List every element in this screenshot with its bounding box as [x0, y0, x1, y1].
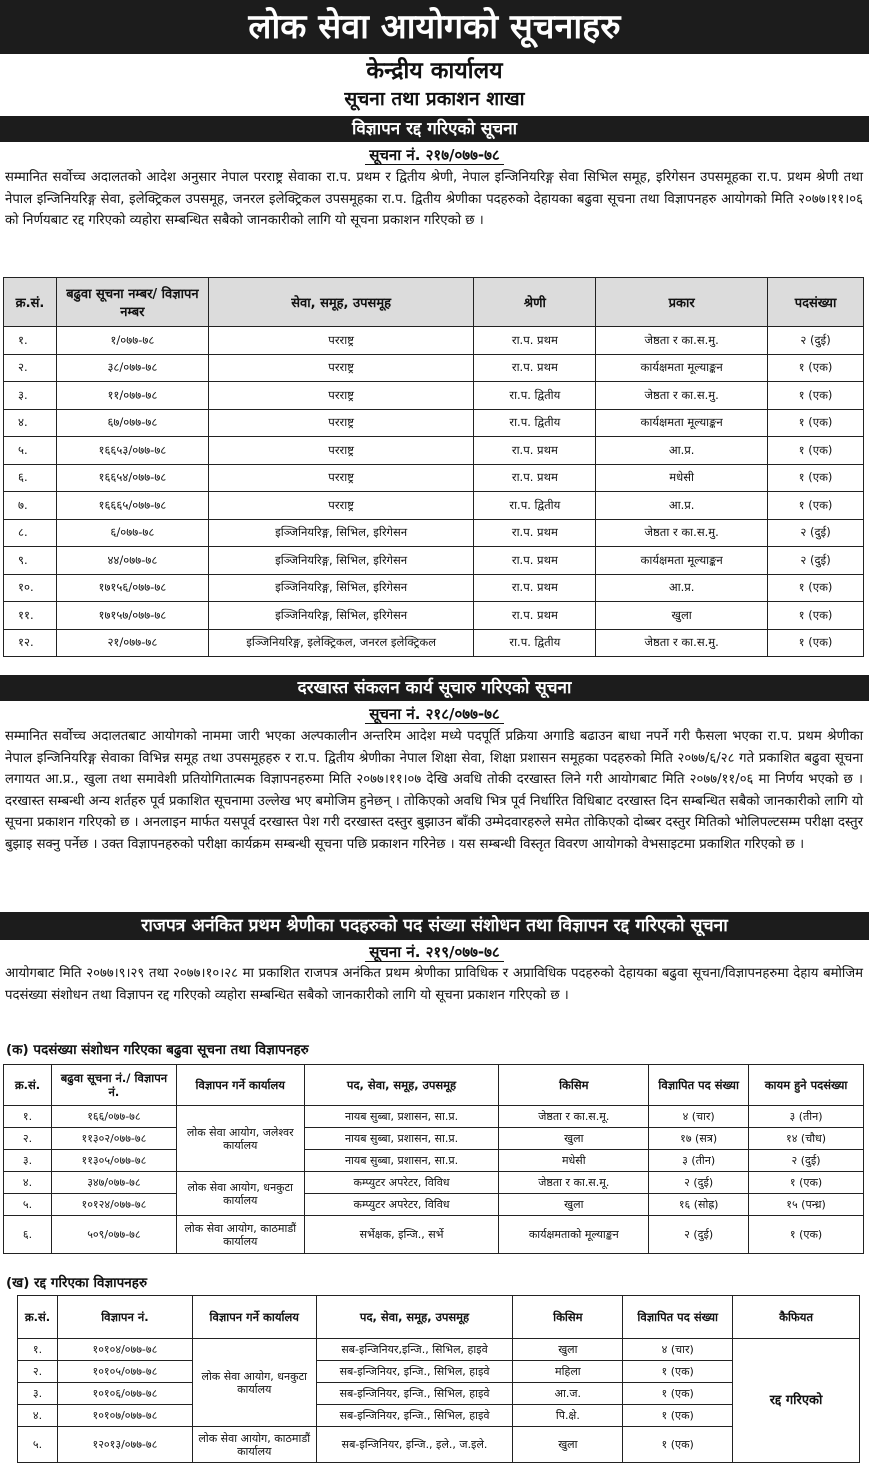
col-kind: किसिम [513, 1296, 623, 1339]
cell: कार्यक्षमता मूल्याङ्कन [596, 409, 768, 437]
col-advertised-posts: विज्ञापित पद संख्या [623, 1296, 733, 1339]
table-row [4, 1150, 864, 1172]
cell: जेष्ठता र का.स.मु. [596, 629, 768, 657]
col-office: विज्ञापन गर्ने कार्यालय [192, 1296, 316, 1339]
cell: ३८/०७७-७८ [56, 354, 208, 382]
cell: जेष्ठता र का.स.मु. [596, 327, 768, 355]
cell: कम्प्युटर अपरेटर, विविध [304, 1172, 499, 1194]
cell: ६. [4, 1216, 52, 1254]
cell: नायब सुब्बा, प्रशासन, सा.प्र. [304, 1106, 499, 1128]
cell: ४४/०७७-७८ [56, 547, 208, 575]
table-header-row [18, 1296, 860, 1339]
cell: ४. [4, 1172, 52, 1194]
cell: खुला [513, 1339, 623, 1361]
cell: इञ्जिनियरिङ्ग, इलेक्ट्रिकल, जनरल इलेक्ट्रिकल [208, 629, 474, 657]
cell: १६६/०७७-७८ [51, 1106, 176, 1128]
cell: २ (दुई) [649, 1172, 749, 1194]
cell: १ (एक) [749, 1172, 864, 1194]
cell: कार्यक्षमता मूल्याङ्कन [596, 354, 768, 382]
cell: १ (एक) [768, 354, 864, 382]
notice3-number [0, 941, 869, 963]
cell: ४ (चार) [623, 1339, 733, 1361]
cell: १०१२४/०७७-७८ [51, 1194, 176, 1216]
col-sn: क्र.सं. [18, 1296, 58, 1339]
cell: ४ (चार) [649, 1106, 749, 1128]
notice2-number-text: सूचना नं. २१८/०७७-७८ [365, 705, 503, 724]
cell: रा.प. द्वितीय [474, 629, 596, 657]
cell: १४ (चौध) [749, 1128, 864, 1150]
cell: रा.प. द्वितीय [474, 492, 596, 520]
cell: ५. [18, 1427, 58, 1463]
col-post: पद, सेवा, समूह, उपसमूह [304, 1065, 499, 1106]
cell: परराष्ट्र [208, 492, 474, 520]
cell: रा.प. प्रथम [474, 437, 596, 465]
cell: परराष्ट्र [208, 409, 474, 437]
col-sn: क्र.सं. [4, 278, 57, 327]
cell: नायब सुब्बा, प्रशासन, सा.प्र. [304, 1150, 499, 1172]
cell: सब-इन्जिनियर, इन्जि., इले., ज.इले. [316, 1427, 513, 1463]
cell: ११/०७७-७८ [56, 382, 208, 410]
cell: ९. [4, 547, 57, 575]
cell: रा.प. प्रथम [474, 464, 596, 492]
notice1-heading: विज्ञापन रद्द गरिएको सूचना [0, 116, 869, 142]
cell: रा.प. प्रथम [474, 602, 596, 630]
cell: खुला [596, 602, 768, 630]
table-row [4, 354, 864, 382]
cell: १ (एक) [768, 437, 864, 465]
table-row [4, 437, 864, 465]
cell: ८. [4, 519, 57, 547]
cell: १०१०५/०७७-७८ [57, 1361, 192, 1383]
cell: ४. [18, 1405, 58, 1427]
col-post: पद, सेवा, समूह, उपसमूह [316, 1296, 513, 1339]
col-service: सेवा, समूह, उपसमूह [208, 278, 474, 327]
notice3-body: आयोगबाट मिति २०७७।९।२९ तथा २०७७।१०।२८ मा प्रकाशित राजपत्र अनंकित प्रथम श्रेणीका प्राविधिक र अप्राविधिक पदहरुको देहायका बढुवा सूचना/विज्ञापनहरुमा देहाय बमोजिम पदसंख्या संशोधन तथा विज्ञापन रद्द गरिएको व्यहोरा सम्बन्धित सबैको जानकारीको लागि यो सूचना प्रकाशन गरिएको छ । [5, 966, 863, 1003]
cell: १०१०४/०७७-७८ [57, 1339, 192, 1361]
cell: २ (दुई) [768, 547, 864, 575]
cell: ३ (तीन) [649, 1150, 749, 1172]
cell: खुला [499, 1128, 649, 1150]
table-row [4, 1216, 864, 1254]
cell: १२०१३/०७७-७८ [57, 1427, 192, 1463]
cell: २ (दुई) [768, 519, 864, 547]
section-b-label: (ख) रद्द गरिएका विज्ञापनहरु [6, 1275, 148, 1291]
col-advertised-posts: विज्ञापित पद संख्या [649, 1065, 749, 1106]
cell: १७ (सत्र) [649, 1128, 749, 1150]
col-posts: पदसंख्या [768, 278, 864, 327]
cell: महिला [513, 1361, 623, 1383]
table-row [4, 409, 864, 437]
cell: १ (एक) [623, 1361, 733, 1383]
office-name: केन्द्रीय कार्यालय [366, 58, 503, 84]
cell: रा.प. प्रथम [474, 519, 596, 547]
table-row [4, 547, 864, 575]
cell: रा.प. प्रथम [474, 547, 596, 575]
cell: ५०९/०७७-७८ [51, 1216, 176, 1254]
cell: १ (एक) [768, 382, 864, 410]
notice2-heading: दरखास्त संकलन कार्य सूचारु गरिएको सूचना [0, 675, 869, 701]
cell: ३ (तीन) [749, 1106, 864, 1128]
cell: आ.प्र. [596, 437, 768, 465]
cell: २ (दुई) [749, 1150, 864, 1172]
cell: १ (एक) [768, 574, 864, 602]
cell: ११. [4, 602, 57, 630]
cell: २. [4, 354, 57, 382]
table-row [4, 382, 864, 410]
table-row [4, 464, 864, 492]
cell: १७१५६/०७७-७८ [56, 574, 208, 602]
cell: १/०७७-७८ [56, 327, 208, 355]
cell: परराष्ट्र [208, 354, 474, 382]
cell: जेष्ठता र का.स.मू. [499, 1172, 649, 1194]
cell: इञ्जिनियरिङ्ग, सिभिल, इरिगेसन [208, 519, 474, 547]
cell: मधेसी [596, 464, 768, 492]
cell: १ (एक) [623, 1427, 733, 1463]
col-sn: क्र.सं. [4, 1065, 52, 1106]
table-row [4, 629, 864, 657]
cell: ३. [4, 1150, 52, 1172]
cell: परराष्ट्र [208, 382, 474, 410]
cell: कार्यक्षमताको मूल्याङ्कन [499, 1216, 649, 1254]
cell: ४. [4, 409, 57, 437]
table-row [4, 1194, 864, 1216]
notice1-number [0, 144, 869, 166]
table-row [4, 574, 864, 602]
table-header-row [4, 278, 864, 327]
cell: जेष्ठता र का.स.मु. [596, 382, 768, 410]
cell: १०१०६/०७७-७८ [57, 1383, 192, 1405]
notice3-number-text: सूचना नं. २१९/०७७-७८ [365, 943, 503, 962]
cell: जेष्ठता र का.स.मू. [499, 1106, 649, 1128]
table-row [4, 519, 864, 547]
cell: खुला [499, 1194, 649, 1216]
cell: इञ्जिनियरिङ्ग, सिभिल, इरिगेसन [208, 547, 474, 575]
cell: २१/०७७-७८ [56, 629, 208, 657]
cell: परराष्ट्र [208, 437, 474, 465]
cell: कार्यक्षमता मूल्याङ्कन [596, 547, 768, 575]
cell: परराष्ट्र [208, 327, 474, 355]
cell: १६६६५/०७७-७८ [56, 492, 208, 520]
cell: सब-इन्जिनियर, इन्जि., सिभिल, हाइवे [316, 1405, 513, 1427]
cell: ३. [18, 1383, 58, 1405]
cell: ६७/०७७-७८ [56, 409, 208, 437]
table-row [4, 327, 864, 355]
section-b-table [17, 1295, 860, 1463]
cell: सर्भेक्षक, इन्जि., सर्भे [304, 1216, 499, 1254]
cell: नायब सुब्बा, प्रशासन, सा.प्र. [304, 1128, 499, 1150]
cell: १ (एक) [623, 1405, 733, 1427]
cell: कम्प्युटर अपरेटर, विविध [304, 1194, 499, 1216]
table-row [18, 1339, 860, 1361]
col-ad-no: विज्ञापन नं. [57, 1296, 192, 1339]
cell: २ (दुई) [768, 327, 864, 355]
cell: २. [18, 1361, 58, 1383]
cell: रा.प. प्रथम [474, 354, 596, 382]
cell: १ (एक) [768, 409, 864, 437]
cell: रा.प. प्रथम [474, 327, 596, 355]
cell: रा.प. द्वितीय [474, 409, 596, 437]
notice1-table [3, 277, 864, 657]
cell: पि.क्षे. [513, 1405, 623, 1427]
cell: १५ (पन्ध्र) [749, 1194, 864, 1216]
cell: १०. [4, 574, 57, 602]
cell: १ (एक) [768, 602, 864, 630]
notice1-body: सम्मानित सर्वोच्च अदालतको आदेश अनुसार नेपाल परराष्ट्र सेवाका रा.प. प्रथम र द्वितीय श्रेणी, नेपाल इन्जिनियरिङ्ग सेवा सिभिल समूह, इरिगेसन उपसमूहका रा.प. प्रथम श्रेणी तथा नेपाल इन्जिनियरिङ्ग सेवा, इलेक्ट्रिकल उपसमूह, जनरल इलेक्ट्रिकल उपसमूहका रा.प. द्वितीय श्रेणीका पदहरुको देहायका बढुवा सूचना तथा विज्ञापनहरु आयोगको मिति २०७७।११।०६ को निर्णयबाट रद्द गरिएको व्यहोरा सम्बन्धित सबैको जानकारीको लागि यो सूचना प्रकाशन गरिएको छ । [5, 170, 863, 228]
cell: १ (एक) [623, 1383, 733, 1405]
office-cell: लोक सेवा आयोग, काठमाडौं कार्यालय [176, 1216, 304, 1254]
cell: मधेसी [499, 1150, 649, 1172]
cell: खुला [513, 1427, 623, 1463]
main-title: लोक सेवा आयोगको सूचनाहरु [0, 0, 869, 54]
cell: रा.प. द्वितीय [474, 382, 596, 410]
col-notice-no: बढुवा सूचना नं./ विज्ञापन नं. [51, 1065, 176, 1106]
notice2-body: सम्मानित सर्वोच्च अदालतबाट आयोगको नाममा जारी भएका अल्पकालीन अन्तरिम आदेश मध्ये पदपूर्ति प्रक्रिया अगाडि बढाउन बाधा नपर्ने गरी फैसला भएका रा.प. प्रथम श्रेणीका नेपाल इन्जिनियरिङ्ग सेवाका विभिन्न समूह तथा उपसमूहहरु र रा.प. द्वितीय श्रेणीका नेपाल शिक्षा सेवा, शिक्षा प्रशासन समूहका पदहरुको मिति २०७७/६/२८ गते प्रकाशित बढुवा सूचना लगायत आ.प्र., खुला तथा समावेशी प्रतियोगितात्मक विज्ञापनहरुमा मिति २०७७।११।०७ देखि अवधि तोकी दरखास्त लिने गरी आयोगबाट मिति २०७७/११/०६ मा निर्णय भएको छ । दरखास्त सम्बन्धी अन्य शर्तहरु पूर्व प्रकाशित सूचनामा उल्लेख भए बमोजिम हुनेछन् । तोकिएको अवधि भित्र पूर्व निर्धारित विधिबाट दरखास्त दिन सम्बन्धित सबैको जानकारीको लागि यो सूचना प्रकाशन गरिएको छ । अनलाइन मार्फत यसपूर्व दरखास्त पेश गरी दरखास्त दस्तुर बुझाउन बाँकी उम्मेदवारहरुले समेत तोकिएको दोब्बर दस्तुर मितिको भोलिपल्टसम्म परीक्षा दस्तुर बुझाइ सक्नु पर्नेछ । उक्त विज्ञापनहरुको परीक्षा कार्यक्रम सम्बन्धी सूचना पछि प्रकाशन गरिनेछ । यस सम्बन्धी विस्तृत विवरण आयोगको वेभसाइटमा प्रकाशित गरिएको छ । [5, 729, 863, 852]
cell: ११३०२/०७७-७८ [51, 1128, 176, 1150]
notice3-heading: राजपत्र अनंकित प्रथम श्रेणीका पदहरुको पद संख्या संशोधन तथा विज्ञापन रद्द गरिएको सूचना [0, 912, 869, 940]
cell: परराष्ट्र [208, 464, 474, 492]
cell: १०१०७/०७७-७८ [57, 1405, 192, 1427]
cell: ३४७/०७७-७८ [51, 1172, 176, 1194]
cell: १ (एक) [749, 1216, 864, 1254]
section-a-label: (क) पदसंख्या संशोधन गरिएका बढुवा सूचना तथा विज्ञापनहरु [6, 1042, 309, 1058]
table-row [4, 1106, 864, 1128]
office-cell: लोक सेवा आयोग, काठमाडौं कार्यालय [192, 1427, 316, 1463]
col-type: प्रकार [596, 278, 768, 327]
table-row [4, 602, 864, 630]
cell: सब-इन्जिनियर, इन्जि., सिभिल, हाइवे [316, 1383, 513, 1405]
cell: आ.ज. [513, 1383, 623, 1405]
cell: ११३०५/०७७-७८ [51, 1150, 176, 1172]
col-final-posts: कायम हुने पदसंख्या [749, 1065, 864, 1106]
cell: २ (दुई) [649, 1216, 749, 1254]
cell: रा.प. प्रथम [474, 574, 596, 602]
table-row [4, 1128, 864, 1150]
col-remarks: कैफियत [733, 1296, 860, 1339]
cell: सब-इन्जिनियर, इन्जि., सिभिल, हाइवे [316, 1361, 513, 1383]
cell: आ.प्र. [596, 574, 768, 602]
office-cell: लोक सेवा आयोग, धनकुटा कार्यालय [192, 1339, 316, 1427]
cell: १. [18, 1339, 58, 1361]
cell: १ (एक) [768, 464, 864, 492]
col-kind: किसिम [499, 1065, 649, 1106]
cell: १ (एक) [768, 629, 864, 657]
remark-cell: रद्द गरिएको [733, 1339, 860, 1463]
cell: १२. [4, 629, 57, 657]
cell: १. [4, 327, 57, 355]
cell: १ (एक) [768, 492, 864, 520]
branch-name: सूचना तथा प्रकाशन शाखा [344, 88, 525, 110]
office-cell: लोक सेवा आयोग, जलेश्वर कार्यालय [176, 1106, 304, 1172]
cell: ३. [4, 382, 57, 410]
cell: ७. [4, 492, 57, 520]
cell: १. [4, 1106, 52, 1128]
table-row [4, 1172, 864, 1194]
col-class: श्रेणी [474, 278, 596, 327]
cell: २. [4, 1128, 52, 1150]
cell: इञ्जिनियरिङ्ग, सिभिल, इरिगेसन [208, 574, 474, 602]
col-office: विज्ञापन गर्ने कार्यालय [176, 1065, 304, 1106]
cell: इञ्जिनियरिङ्ग, सिभिल, इरिगेसन [208, 602, 474, 630]
table-row [4, 492, 864, 520]
notice2-number [0, 703, 869, 725]
col-notice-no: बढुवा सूचना नम्बर/ विज्ञापन नम्बर [56, 278, 208, 327]
cell: १६ (सोह्र) [649, 1194, 749, 1216]
cell: १७१५७/०७७-७८ [56, 602, 208, 630]
cell: १६६५४/०७७-७८ [56, 464, 208, 492]
cell: ५. [4, 1194, 52, 1216]
cell: सब-इन्जिनियर,इन्जि., सिभिल, हाइवे [316, 1339, 513, 1361]
office-cell: लोक सेवा आयोग, धनकुटा कार्यालय [176, 1172, 304, 1216]
cell: आ.प्र. [596, 492, 768, 520]
cell: ६/०७७-७८ [56, 519, 208, 547]
cell: १६६५३/०७७-७८ [56, 437, 208, 465]
cell: ६. [4, 464, 57, 492]
table-header-row [4, 1065, 864, 1106]
section-a-table [3, 1064, 864, 1254]
notice1-number-text: सूचना नं. २१७/०७७-७८ [365, 146, 503, 165]
cell: जेष्ठता र का.स.मु. [596, 519, 768, 547]
cell: ५. [4, 437, 57, 465]
